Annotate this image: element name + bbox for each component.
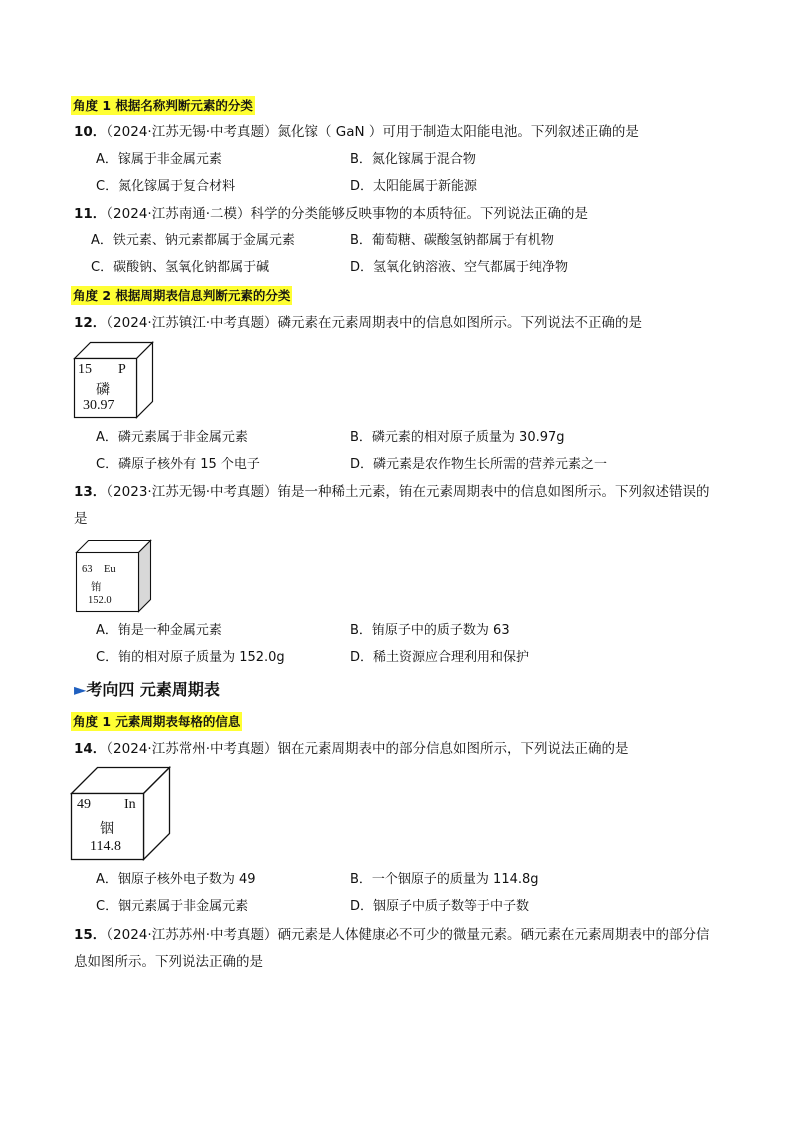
question-14-stem <box>74 740 629 759</box>
q13-option-d: D．稀土资源应合理利用和保护 <box>350 650 530 665</box>
q11-option-a: A．铁元素、钠元素都属于金属元素 <box>91 233 295 248</box>
question-text: （2024·江苏无锡·中考真题）氮化镓（ GaN ）可用于制造太阳能电池。下列叙述正确的是 <box>106 124 639 140</box>
q11-option-d: D．氢氧化钠溶液、空气都属于纯净物 <box>350 260 569 275</box>
q12-option-d: D．磷元素是农作物生长所需的营养元素之一 <box>350 457 608 472</box>
q10-option-a: A．镓属于非金属元素 <box>96 152 222 167</box>
element-cell-phosphorus <box>74 342 154 418</box>
q13-option-a: A．铕是一种金属元素 <box>96 623 222 638</box>
question-number: 12． <box>74 315 107 331</box>
q10-option-d: D．太阳能属于新能源 <box>350 179 478 194</box>
triangle-arrow-icon: ► <box>74 680 87 699</box>
question-10-stem <box>74 123 639 142</box>
q10-option-c: C．氮化镓属于复合材料 <box>96 179 236 194</box>
question-text: （2024·江苏镇江·中考真题）磷元素在元素周期表中的信息如图所示。下列说法不正确的是 <box>106 315 642 331</box>
atomic-mass: 114.8 <box>90 839 121 854</box>
q11-option-c: C．碳酸钠、氢氧化钠都属于碱 <box>91 260 270 275</box>
element-cell-europium <box>76 540 152 613</box>
question-number: 14． <box>74 741 107 757</box>
element-name: 磷 <box>96 383 110 398</box>
element-symbol: In <box>124 797 136 812</box>
element-cell-cube <box>71 767 171 861</box>
q11-option-b: B．葡萄糖、碳酸氢钠都属于有机物 <box>350 233 554 248</box>
q10-option-b: B．氮化镓属于混合物 <box>350 152 476 167</box>
section-heading-direction4 <box>74 679 220 701</box>
q12-option-c: C．磷原子核外有 15 个电子 <box>96 457 260 472</box>
atomic-number: 49 <box>77 797 91 812</box>
question-12-stem <box>74 314 642 333</box>
section-heading-text: 考向四 元素周期表 <box>86 680 220 699</box>
question-11-stem <box>74 205 588 224</box>
atomic-mass: 30.97 <box>83 398 115 413</box>
question-text: （2023·江苏无锡·中考真题）铕是一种稀土元素，铕在元素周期表中的信息如图所示。下列叙述错误的 <box>106 484 710 500</box>
question-13-stem-cont: 是 <box>74 511 88 527</box>
question-number: 13． <box>74 484 107 500</box>
element-symbol: Eu <box>104 564 116 575</box>
question-15-stem <box>74 926 710 945</box>
question-number: 15． <box>74 927 107 943</box>
question-text: （2024·江苏常州·中考真题）铟在元素周期表中的部分信息如图所示，下列说法正确的是 <box>106 741 629 757</box>
question-15-stem-cont: 息如图所示。下列说法正确的是 <box>74 954 263 970</box>
question-number: 10． <box>74 124 107 140</box>
question-13-stem <box>74 483 710 502</box>
section-tag-angle1: 角度 1 根据名称判断元素的分类 <box>73 98 253 113</box>
atomic-mass: 152.0 <box>88 595 112 606</box>
atomic-number: 15 <box>78 362 92 377</box>
q14-option-b: B．一个铟原子的质量为 114.8g <box>350 872 539 887</box>
question-number: 11． <box>74 206 107 222</box>
element-symbol: P <box>118 362 126 377</box>
question-text: （2024·江苏南通·二模）科学的分类能够反映事物的本质特征。下列说法正确的是 <box>106 206 588 222</box>
element-cell-indium <box>71 767 171 861</box>
q14-option-c: C．铟元素属于非金属元素 <box>96 899 249 914</box>
section-tag-angle1-cell-info: 角度 1 元素周期表每格的信息 <box>73 714 241 729</box>
q14-option-a: A．铟原子核外电子数为 49 <box>96 872 256 887</box>
section-tag-angle2: 角度 2 根据周期表信息判断元素的分类 <box>73 288 291 303</box>
element-name: 铕 <box>91 582 102 593</box>
q12-option-a: A．磷元素属于非金属元素 <box>96 430 248 445</box>
q13-option-c: C．铕的相对原子质量为 152.0g <box>96 650 285 665</box>
q12-option-b: B．磷元素的相对原子质量为 30.97g <box>350 430 565 445</box>
atomic-number: 63 <box>82 564 93 575</box>
question-text: （2024·江苏苏州·中考真题）硒元素是人体健康必不可少的微量元素。硒元素在元素周期表中的部分信 <box>106 927 710 943</box>
q14-option-d: D．铟原子中质子数等于中子数 <box>350 899 530 914</box>
q13-option-b: B．铕原子中的质子数为 63 <box>350 623 510 638</box>
element-name: 铟 <box>100 822 114 837</box>
